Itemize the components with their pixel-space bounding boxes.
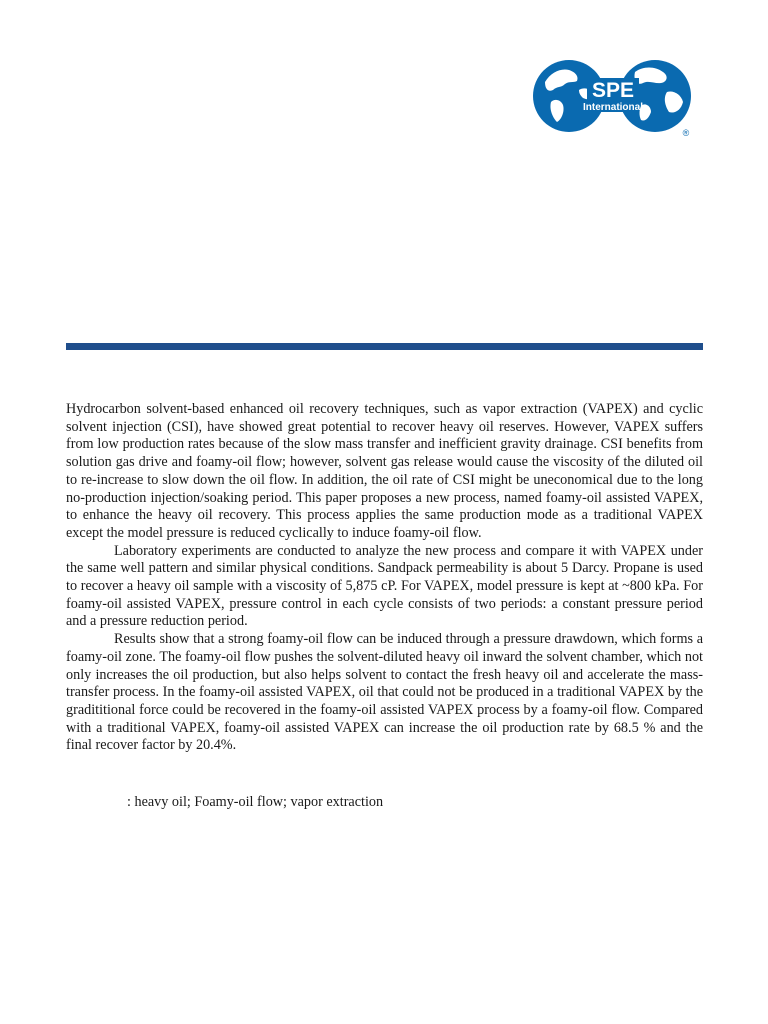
abstract-paragraph-1: Hydrocarbon solvent-based enhanced oil recovery techniques, such as vapor extraction (VAPEX) and cyclic solvent injection (CSI), have showed great potential to recover heavy oil reserves. However, VAPEX suffers from low production rates because of the slow mass transfer and inefficient gravity drainage. CSI benefits from solution gas drive and foamy-oil flow; however, solvent gas release would cause the viscosity of the diluted oil to re-increase to slow down the oil flow. In addition, the oil rate of CSI might be uneconomical due to the long no-production injection/soaking period. This paper proposes a new process, named foamy-oil assisted VAPEX, to enhance the heavy oil recovery. This process applies the same production mode as a traditional VAPEX except the model pressure is reduced cyclically to induce foamy-oil flow.: [66, 401, 703, 541]
abstract-paragraph-3: Results show that a strong foamy-oil flow can be induced through a pressure drawdown, which forms a foamy-oil zone. The foamy-oil flow pushes the solvent-diluted heavy oil inward the solvent chamber, which not only increases the oil production, but also helps solvent to contact the fresh heavy oil and accelerate the mass-transfer process. In the foamy-oil assisted VAPEX, oil that could not be produced in a traditional VAPEX by the gradititional force could be recovered in the foamy-oil assisted VAPEX process by a foamy-oil flow. Compared with a traditional VAPEX, foamy-oil assisted VAPEX can increase the oil production rate by 68.5 % and the final recover factor by 20.4%.: [66, 631, 703, 754]
logo-subtext: International: [582, 102, 644, 113]
spe-international-logo: [531, 50, 697, 140]
header-rule: [66, 343, 703, 350]
spe-globe-logo-icon: [531, 50, 697, 140]
abstract-paragraph-2: Laboratory experiments are conducted to analyze the new process and compare it with VAPEX under the same well pattern and similar physical conditions. Sandpack permeability is about 5 Darcy. Propane is used to recover a heavy oil sample with a viscosity of 5,875 cP. For VAPEX, model pressure is kept at ~800 kPa. For foamy-oil assisted VAPEX, pressure control in each cycle consists of two periods: a constant pressure period and a pressure reduction period.: [66, 542, 703, 630]
abstract-body: [66, 401, 703, 755]
keywords-line: : heavy oil; Foamy-oil flow; vapor extraction: [127, 794, 384, 810]
registered-mark: ®: [682, 128, 690, 138]
logo-text: SPE: [591, 79, 635, 102]
